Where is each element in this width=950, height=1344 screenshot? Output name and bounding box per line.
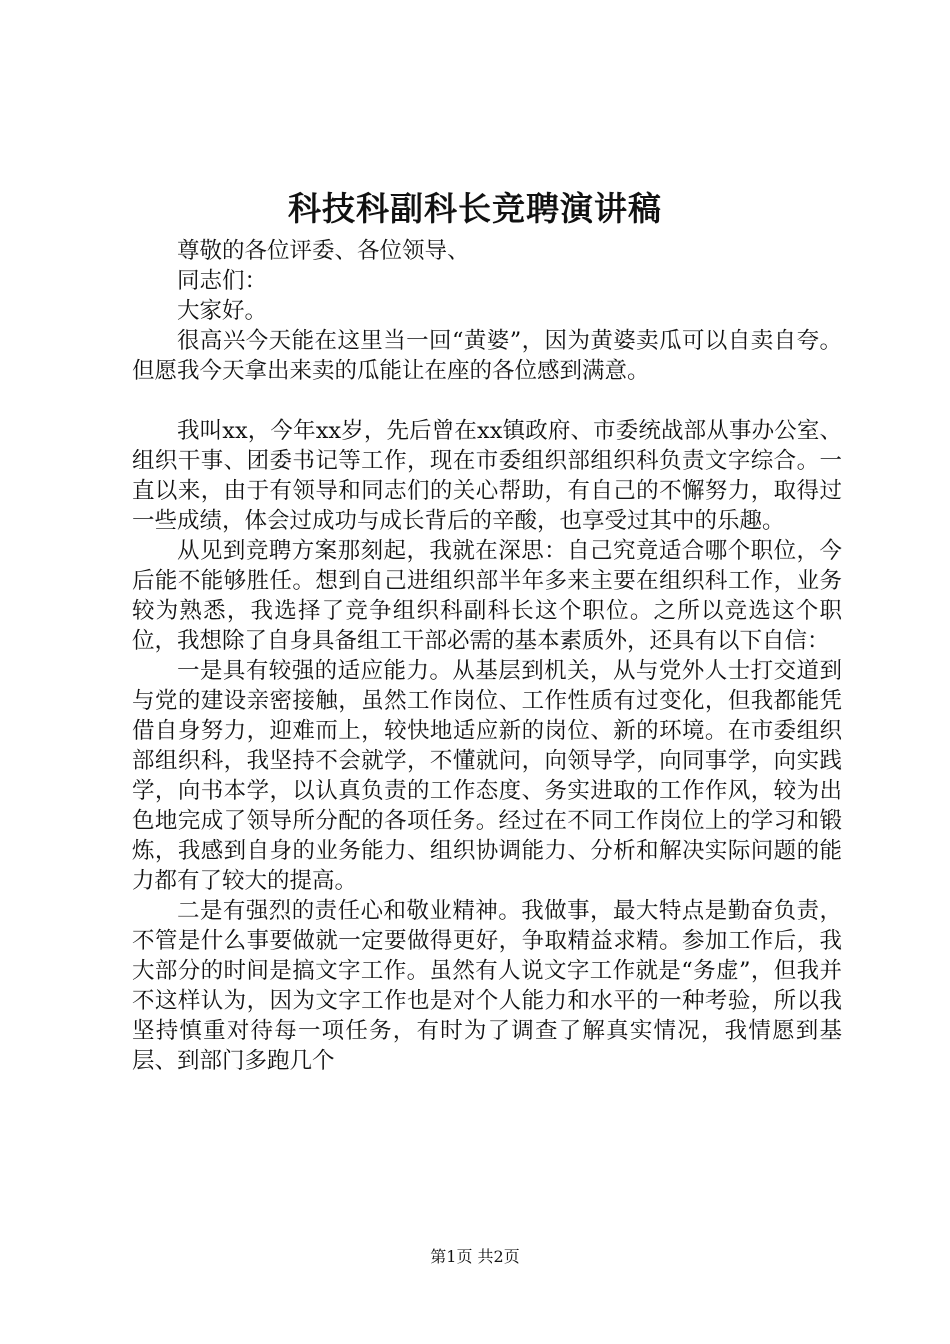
salutation-line-2: 同志们： bbox=[177, 268, 268, 294]
page-number-footer: 第1页 共2页 bbox=[430, 1247, 520, 1266]
greeting: 大家好。 bbox=[177, 298, 268, 324]
paragraph-intro: 很高兴今天能在这里当一回“黄婆”，因为黄婆卖瓜可以自卖自夸。但愿我今天拿出来卖的瓜能让在座的各位感到满意。 bbox=[132, 328, 842, 384]
document-title: 科技科副科长竞聘演讲稿 bbox=[288, 189, 662, 228]
paragraph-adaptability: 一是具有较强的适应能力。从基层到机关，从与党外人士打交道到与党的建设亲密接触，虽然工作岗位、工作性质有过变化，但我都能凭借自身努力，迎难而上，较快地适应新的岗位、新的环境。在市委组织部组织科，我坚持不会就学，不懂就问，向领导学，向同事学，向实践学，向书本学，以认真负责的工作态度、务实进取的工作作风，较为出色地完成了领导所分配的各项任务。经过在不同工作岗位上的学习和锻炼，我感到自身的业务能力、组织协调能力、分析和解决实际问题的能力都有了较大的提高。 bbox=[132, 658, 842, 894]
document-body bbox=[132, 236, 842, 1076]
paragraph-position-choice: 从见到竞聘方案那刻起，我就在深思：自己究竟适合哪个职位，今后能不能够胜任。想到自己进组织部半年多来主要在组织科工作，业务较为熟悉，我选择了竞争组织科副科长这个职位。之所以竞选这个职位，我想除了自身具备组工干部必需的基本素质外，还具有以下自信： bbox=[132, 538, 842, 654]
salutation-line-1: 尊敬的各位评委、各位领导、 bbox=[177, 238, 470, 264]
paragraph-self-introduction: 我叫xx，今年xx岁，先后曾在xx镇政府、市委统战部从事办公室、组织干事、团委书记等工作，现在市委组织部组织科负责文字综合。一直以来，由于有领导和同志们的关心帮助，有自己的不懈努力，取得过一些成绩，体会过成功与成长背后的辛酸，也享受过其中的乐趣。 bbox=[132, 418, 842, 534]
paragraph-responsibility: 二是有强烈的责任心和敬业精神。我做事，最大特点是勤奋负责，不管是什么事要做就一定要做得更好，争取精益求精。参加工作后，我大部分的时间是搞文字工作。虽然有人说文字工作就是“务虚”，但我并不这样认为，因为文字工作也是对个人能力和水平的一种考验，所以我坚持慎重对待每一项任务，有时为了调查了解真实情况，我情愿到基层、到部门多跑几个 bbox=[132, 898, 842, 1074]
